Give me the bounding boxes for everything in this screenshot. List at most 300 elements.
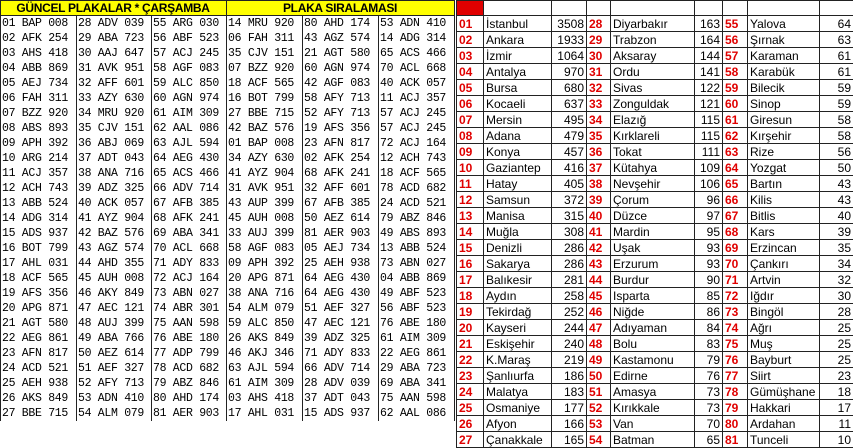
city-code[interactable]: 02 <box>457 32 484 48</box>
city-name[interactable]: Kırşehir <box>748 128 820 144</box>
plate-cell[interactable]: 46 AKY 849 <box>77 286 152 301</box>
ranking-cell[interactable]: 78 ACD 682 <box>379 181 455 196</box>
plate-cell[interactable]: 02 AFK 254 <box>1 31 77 46</box>
plate-cell[interactable]: 07 BZZ 920 <box>1 106 77 121</box>
city-count[interactable]: 308 <box>552 224 587 240</box>
ranking-cell[interactable]: 27 BBE 715 <box>227 106 303 121</box>
ranking-cell[interactable]: 71 ADY 833 <box>303 346 379 361</box>
plate-cell[interactable]: 04 ABB 869 <box>1 61 77 76</box>
ranking-cell[interactable]: 45 AUH 008 <box>227 211 303 226</box>
ranking-cell[interactable]: 42 AGF 083 <box>303 76 379 91</box>
ranking-cell[interactable]: 53 ADN 410 <box>379 16 455 32</box>
city-name[interactable]: Yalova <box>748 16 820 32</box>
city-name[interactable]: Gaziantep <box>484 160 552 176</box>
ranking-cell[interactable]: 20 APG 871 <box>227 271 303 286</box>
city-name[interactable]: Kayseri <box>484 320 552 336</box>
ranking-cell[interactable]: 41 AYZ 904 <box>227 166 303 181</box>
city-count[interactable]: 315 <box>552 208 587 224</box>
city-code[interactable]: 70 <box>723 256 748 272</box>
plate-cell[interactable]: 48 AUJ 399 <box>77 316 152 331</box>
city-count[interactable]: 95 <box>695 224 723 240</box>
city-name[interactable]: Kocaeli <box>484 96 552 112</box>
city-name[interactable]: Edirne <box>611 368 695 384</box>
city-count[interactable]: 63 <box>820 32 853 48</box>
city-count[interactable]: 39 <box>820 224 853 240</box>
city-count[interactable]: 23 <box>820 368 853 384</box>
city-name[interactable]: Muş <box>748 336 820 352</box>
ranking-cell[interactable]: 05 AEJ 734 <box>303 241 379 256</box>
plate-cell[interactable]: 29 ABA 723 <box>77 31 152 46</box>
city-name[interactable]: Erzincan <box>748 240 820 256</box>
city-count[interactable]: 70 <box>695 416 723 432</box>
city-code[interactable]: 22 <box>457 352 484 368</box>
city-name[interactable]: Muğla <box>484 224 552 240</box>
ranking-cell[interactable]: 81 AER 903 <box>303 226 379 241</box>
plate-cell[interactable]: 44 AHD 355 <box>77 256 152 271</box>
city-code[interactable]: 04 <box>457 64 484 80</box>
city-name[interactable]: Elazığ <box>611 112 695 128</box>
city-count[interactable]: 11 <box>820 416 853 432</box>
plate-cell[interactable]: 13 ABB 524 <box>1 196 77 211</box>
city-count[interactable]: 84 <box>695 320 723 336</box>
ranking-cell[interactable]: 49 ABS 893 <box>379 226 455 241</box>
ranking-cell[interactable]: 58 AFY 713 <box>303 91 379 106</box>
plate-cell[interactable]: 75 AAN 598 <box>152 316 227 331</box>
city-count[interactable]: 93 <box>695 256 723 272</box>
plate-cell[interactable]: 03 AHS 418 <box>1 46 77 61</box>
plate-cell[interactable]: 66 ADV 714 <box>152 181 227 196</box>
city-name[interactable]: Nevşehir <box>611 176 695 192</box>
city-name[interactable]: Bilecik <box>748 80 820 96</box>
city-name[interactable]: Adana <box>484 128 552 144</box>
plate-cell[interactable]: 31 AVK 951 <box>77 61 152 76</box>
header-cell[interactable] <box>695 1 723 16</box>
plate-cell[interactable]: 74 ABR 301 <box>152 301 227 316</box>
city-count[interactable]: 25 <box>820 352 853 368</box>
plate-cell[interactable]: 52 AFY 713 <box>77 376 152 391</box>
ranking-cell[interactable]: 37 ADT 043 <box>303 391 379 406</box>
city-code[interactable]: 55 <box>723 16 748 32</box>
plate-cell[interactable]: 32 AFF 601 <box>77 76 152 91</box>
city-name[interactable]: Karaman <box>748 48 820 64</box>
plate-cell[interactable]: 36 ABJ 069 <box>77 136 152 151</box>
city-name[interactable]: Hatay <box>484 176 552 192</box>
city-name[interactable]: Yozgat <box>748 160 820 176</box>
ranking-cell[interactable]: 09 APH 392 <box>227 256 303 271</box>
city-count[interactable]: 252 <box>552 304 587 320</box>
city-count[interactable]: 183 <box>552 384 587 400</box>
city-code[interactable]: 39 <box>587 192 611 208</box>
plate-cell[interactable]: 65 ACS 466 <box>152 166 227 181</box>
ranking-cell[interactable]: 66 ADV 714 <box>303 361 379 376</box>
ranking-cell[interactable]: 56 ABF 523 <box>379 301 455 316</box>
city-name[interactable]: Artvin <box>748 272 820 288</box>
city-code[interactable]: 44 <box>587 272 611 288</box>
ranking-cell[interactable]: 35 CJV 151 <box>227 46 303 61</box>
city-count[interactable]: 18 <box>820 384 853 400</box>
ranking-cell[interactable]: 31 AVK 951 <box>227 181 303 196</box>
city-count[interactable]: 115 <box>695 128 723 144</box>
city-code[interactable]: 61 <box>723 112 748 128</box>
plate-cell[interactable]: 77 ADP 799 <box>152 346 227 361</box>
city-count[interactable]: 50 <box>820 160 853 176</box>
city-count[interactable]: 3508 <box>552 16 587 32</box>
city-name[interactable]: Aksaray <box>611 48 695 64</box>
city-name[interactable]: Uşak <box>611 240 695 256</box>
ranking-cell[interactable]: 14 ADG 314 <box>379 31 455 46</box>
city-count[interactable]: 93 <box>695 240 723 256</box>
city-code[interactable]: 76 <box>723 352 748 368</box>
city-code[interactable]: 74 <box>723 320 748 336</box>
ranking-cell[interactable]: 16 BOT 799 <box>227 91 303 106</box>
header-cell[interactable] <box>611 1 695 16</box>
city-name[interactable]: Mardin <box>611 224 695 240</box>
city-code[interactable]: 13 <box>457 208 484 224</box>
city-name[interactable]: Bingöl <box>748 304 820 320</box>
city-code[interactable]: 06 <box>457 96 484 112</box>
plate-cell[interactable]: 72 ACJ 164 <box>152 271 227 286</box>
city-count[interactable]: 90 <box>695 272 723 288</box>
plate-cell[interactable]: 45 AUH 008 <box>77 271 152 286</box>
plate-cell[interactable]: 38 ANA 716 <box>77 166 152 181</box>
plate-cell[interactable]: 81 AER 903 <box>152 406 227 421</box>
city-name[interactable]: Diyarbakır <box>611 16 695 32</box>
city-count[interactable]: 59 <box>820 96 853 112</box>
ranking-cell[interactable]: 76 ABE 180 <box>379 316 455 331</box>
city-count[interactable]: 121 <box>695 96 723 112</box>
city-code[interactable]: 37 <box>587 160 611 176</box>
city-name[interactable]: Şırnak <box>748 32 820 48</box>
city-code[interactable]: 40 <box>587 208 611 224</box>
city-name[interactable]: Sivas <box>611 80 695 96</box>
city-count[interactable]: 258 <box>552 288 587 304</box>
city-code[interactable]: 54 <box>587 432 611 448</box>
city-name[interactable]: Erzurum <box>611 256 695 272</box>
city-name[interactable]: Batman <box>611 432 695 448</box>
city-code[interactable]: 11 <box>457 176 484 192</box>
city-count[interactable]: 637 <box>552 96 587 112</box>
city-code[interactable]: 48 <box>587 336 611 352</box>
city-count[interactable]: 141 <box>695 64 723 80</box>
city-count[interactable]: 405 <box>552 176 587 192</box>
plate-cell[interactable]: 69 ABA 341 <box>152 226 227 241</box>
plate-cell[interactable]: 71 ADY 833 <box>152 256 227 271</box>
city-code[interactable]: 19 <box>457 304 484 320</box>
header-cell[interactable] <box>820 1 853 16</box>
city-code[interactable]: 30 <box>587 48 611 64</box>
plate-cell[interactable]: 70 ACL 668 <box>152 241 227 256</box>
city-count[interactable]: 281 <box>552 272 587 288</box>
city-code[interactable]: 52 <box>587 400 611 416</box>
city-code[interactable]: 79 <box>723 400 748 416</box>
city-name[interactable]: Düzce <box>611 208 695 224</box>
plate-cell[interactable]: 37 ADT 043 <box>77 151 152 166</box>
city-count[interactable]: 372 <box>552 192 587 208</box>
city-name[interactable]: Burdur <box>611 272 695 288</box>
city-count[interactable]: 106 <box>695 176 723 192</box>
city-code[interactable]: 34 <box>587 112 611 128</box>
city-name[interactable]: K.Maraş <box>484 352 552 368</box>
city-code[interactable]: 28 <box>587 16 611 32</box>
city-count[interactable]: 34 <box>820 256 853 272</box>
city-count[interactable]: 35 <box>820 240 853 256</box>
city-count[interactable]: 79 <box>695 352 723 368</box>
ranking-cell[interactable]: 34 AZY 630 <box>227 151 303 166</box>
city-name[interactable]: Adıyaman <box>611 320 695 336</box>
city-code[interactable]: 53 <box>587 416 611 432</box>
ranking-cell[interactable]: 04 ABB 869 <box>379 271 455 286</box>
ranking-cell[interactable]: 43 AUP 399 <box>227 196 303 211</box>
city-name[interactable]: Antalya <box>484 64 552 80</box>
ranking-cell[interactable]: 03 AHS 418 <box>227 391 303 406</box>
city-code[interactable]: 68 <box>723 224 748 240</box>
ranking-cell[interactable]: 75 AAN 598 <box>379 391 455 406</box>
city-name[interactable]: Şanlıurfa <box>484 368 552 384</box>
city-count[interactable]: 83 <box>695 336 723 352</box>
ranking-cell[interactable]: 29 ABA 723 <box>379 361 455 376</box>
city-name[interactable]: Afyon <box>484 416 552 432</box>
city-count[interactable]: 115 <box>695 112 723 128</box>
city-count[interactable]: 30 <box>820 288 853 304</box>
ranking-cell[interactable]: 25 AEH 938 <box>303 256 379 271</box>
city-code[interactable]: 72 <box>723 288 748 304</box>
city-name[interactable]: Kastamonu <box>611 352 695 368</box>
plates-header-title[interactable]: GÜNCEL PLAKALAR * ÇARŞAMBA <box>1 1 227 16</box>
city-count[interactable]: 17 <box>820 400 853 416</box>
city-count[interactable]: 58 <box>820 128 853 144</box>
city-count[interactable]: 28 <box>820 304 853 320</box>
city-name[interactable]: Ağrı <box>748 320 820 336</box>
city-name[interactable]: Tunceli <box>748 432 820 448</box>
plate-cell[interactable]: 18 ACF 565 <box>1 271 77 286</box>
plate-cell[interactable]: 43 AGZ 574 <box>77 241 152 256</box>
ranking-cell[interactable]: 24 ACD 521 <box>379 196 455 211</box>
plate-cell[interactable]: 41 AYZ 904 <box>77 211 152 226</box>
city-code[interactable]: 78 <box>723 384 748 400</box>
ranking-header-title[interactable]: PLAKA SIRALAMASI <box>227 1 455 16</box>
plate-cell[interactable]: 28 ADV 039 <box>77 16 152 32</box>
city-name[interactable]: Bitlis <box>748 208 820 224</box>
plate-cell[interactable]: 79 ABZ 846 <box>152 376 227 391</box>
plate-cell[interactable]: 78 ACD 682 <box>152 361 227 376</box>
ranking-cell[interactable]: 65 ACS 466 <box>379 46 455 61</box>
header-cell[interactable] <box>748 1 820 16</box>
city-code[interactable]: 57 <box>723 48 748 64</box>
plate-cell[interactable]: 17 AHL 031 <box>1 256 77 271</box>
city-code[interactable]: 33 <box>587 96 611 112</box>
plate-cell[interactable]: 05 AEJ 734 <box>1 76 77 91</box>
city-code[interactable]: 41 <box>587 224 611 240</box>
ranking-cell[interactable]: 12 ACH 743 <box>379 151 455 166</box>
city-code[interactable]: 09 <box>457 144 484 160</box>
city-code[interactable]: 14 <box>457 224 484 240</box>
city-count[interactable]: 109 <box>695 160 723 176</box>
city-name[interactable]: Kilis <box>748 192 820 208</box>
plate-cell[interactable]: 09 APH 392 <box>1 136 77 151</box>
plate-cell[interactable]: 15 ADS 937 <box>1 226 77 241</box>
city-count[interactable]: 59 <box>820 80 853 96</box>
ranking-cell[interactable]: 33 AUJ 399 <box>227 226 303 241</box>
city-code[interactable]: 56 <box>723 32 748 48</box>
plate-cell[interactable]: 08 ABS 893 <box>1 121 77 136</box>
plate-cell[interactable]: 21 AGT 580 <box>1 316 77 331</box>
ranking-cell[interactable]: 57 ACJ 245 <box>379 106 455 121</box>
city-count[interactable]: 1933 <box>552 32 587 48</box>
city-name[interactable]: İzmir <box>484 48 552 64</box>
city-name[interactable]: Ankara <box>484 32 552 48</box>
city-count[interactable]: 58 <box>820 112 853 128</box>
plate-cell[interactable]: 30 AAJ 647 <box>77 46 152 61</box>
city-name[interactable]: Kırklareli <box>611 128 695 144</box>
city-name[interactable]: Çanakkale <box>484 432 552 448</box>
ranking-cell[interactable]: 18 ACF 565 <box>379 166 455 181</box>
ranking-cell[interactable]: 63 AJL 594 <box>227 361 303 376</box>
city-count[interactable]: 73 <box>695 400 723 416</box>
plate-cell[interactable]: 60 AGN 974 <box>152 91 227 106</box>
ranking-cell[interactable]: 18 ACF 565 <box>227 76 303 91</box>
plate-cell[interactable]: 35 CJV 151 <box>77 121 152 136</box>
plate-cell[interactable]: 23 AFN 817 <box>1 346 77 361</box>
city-count[interactable]: 61 <box>820 48 853 64</box>
city-code[interactable]: 69 <box>723 240 748 256</box>
city-code[interactable]: 77 <box>723 368 748 384</box>
plate-cell[interactable]: 19 AFS 356 <box>1 286 77 301</box>
plate-cell[interactable]: 27 BBE 715 <box>1 406 77 421</box>
plate-cell[interactable]: 34 MRU 920 <box>77 106 152 121</box>
city-code[interactable]: 51 <box>587 384 611 400</box>
city-name[interactable]: Kars <box>748 224 820 240</box>
city-code[interactable]: 05 <box>457 80 484 96</box>
city-code[interactable]: 73 <box>723 304 748 320</box>
city-count[interactable]: 165 <box>552 432 587 448</box>
header-cell-red[interactable] <box>457 1 484 16</box>
city-count[interactable]: 64 <box>820 16 853 32</box>
city-code[interactable]: 38 <box>587 176 611 192</box>
ranking-cell[interactable]: 46 AKJ 346 <box>227 346 303 361</box>
city-code[interactable]: 64 <box>723 160 748 176</box>
city-code[interactable]: 75 <box>723 336 748 352</box>
city-count[interactable]: 56 <box>820 144 853 160</box>
city-code[interactable]: 10 <box>457 160 484 176</box>
plate-cell[interactable]: 56 ABF 523 <box>152 31 227 46</box>
city-count[interactable]: 219 <box>552 352 587 368</box>
city-name[interactable]: Niğde <box>611 304 695 320</box>
city-name[interactable]: Sakarya <box>484 256 552 272</box>
city-name[interactable]: Rize <box>748 144 820 160</box>
ranking-cell[interactable]: 79 ABZ 846 <box>379 211 455 226</box>
city-count[interactable]: 970 <box>552 64 587 80</box>
city-name[interactable]: Denizli <box>484 240 552 256</box>
city-code[interactable]: 62 <box>723 128 748 144</box>
city-count[interactable]: 111 <box>695 144 723 160</box>
plate-cell[interactable]: 73 ABN 027 <box>152 286 227 301</box>
plate-cell[interactable]: 12 ACH 743 <box>1 181 77 196</box>
ranking-cell[interactable]: 64 AEG 430 <box>303 286 379 301</box>
city-count[interactable]: 244 <box>552 320 587 336</box>
city-count[interactable]: 495 <box>552 112 587 128</box>
city-name[interactable]: Çankırı <box>748 256 820 272</box>
ranking-cell[interactable]: 38 ANA 716 <box>227 286 303 301</box>
city-name[interactable]: Hakkari <box>748 400 820 416</box>
city-code[interactable]: 80 <box>723 416 748 432</box>
city-count[interactable]: 163 <box>695 16 723 32</box>
header-cell[interactable] <box>587 1 611 16</box>
city-name[interactable]: Manisa <box>484 208 552 224</box>
ranking-cell[interactable]: 72 ACJ 164 <box>379 136 455 151</box>
city-count[interactable]: 240 <box>552 336 587 352</box>
plate-cell[interactable]: 11 ACJ 357 <box>1 166 77 181</box>
city-count[interactable]: 25 <box>820 336 853 352</box>
plate-cell[interactable]: 58 AGF 083 <box>152 61 227 76</box>
ranking-cell[interactable]: 02 AFK 254 <box>303 151 379 166</box>
city-count[interactable]: 61 <box>820 64 853 80</box>
city-code[interactable]: 66 <box>723 192 748 208</box>
header-cell[interactable] <box>723 1 748 16</box>
city-code[interactable]: 16 <box>457 256 484 272</box>
city-code[interactable]: 63 <box>723 144 748 160</box>
city-name[interactable]: Kütahya <box>611 160 695 176</box>
city-count[interactable]: 177 <box>552 400 587 416</box>
plate-cell[interactable]: 40 ACK 057 <box>77 196 152 211</box>
city-count[interactable]: 1064 <box>552 48 587 64</box>
city-code[interactable]: 58 <box>723 64 748 80</box>
ranking-cell[interactable]: 39 ADZ 325 <box>303 331 379 346</box>
city-count[interactable]: 416 <box>552 160 587 176</box>
ranking-cell[interactable]: 01 BAP 008 <box>227 136 303 151</box>
ranking-cell[interactable]: 17 AHL 031 <box>227 406 303 421</box>
plate-cell[interactable]: 01 BAP 008 <box>1 16 77 32</box>
ranking-cell[interactable]: 59 ALC 850 <box>227 316 303 331</box>
ranking-cell[interactable]: 23 AFN 817 <box>303 136 379 151</box>
plate-cell[interactable]: 59 ALC 850 <box>152 76 227 91</box>
city-code[interactable]: 29 <box>587 32 611 48</box>
ranking-cell[interactable]: 54 ALM 079 <box>227 301 303 316</box>
city-count[interactable]: 680 <box>552 80 587 96</box>
plate-cell[interactable]: 51 AEF 327 <box>77 361 152 376</box>
city-code[interactable]: 36 <box>587 144 611 160</box>
city-count[interactable]: 186 <box>552 368 587 384</box>
plate-cell[interactable]: 55 ARG 030 <box>152 16 227 32</box>
city-name[interactable]: Bursa <box>484 80 552 96</box>
city-name[interactable]: Aydın <box>484 288 552 304</box>
city-count[interactable]: 122 <box>695 80 723 96</box>
plate-cell[interactable]: 47 AEC 121 <box>77 301 152 316</box>
city-count[interactable]: 286 <box>552 240 587 256</box>
city-count[interactable]: 144 <box>695 48 723 64</box>
ranking-cell[interactable]: 62 AAL 086 <box>379 406 455 421</box>
ranking-cell[interactable]: 61 AIM 309 <box>227 376 303 391</box>
city-count[interactable]: 457 <box>552 144 587 160</box>
city-count[interactable]: 86 <box>695 304 723 320</box>
city-count[interactable]: 25 <box>820 320 853 336</box>
city-name[interactable]: Konya <box>484 144 552 160</box>
plate-cell[interactable]: 54 ALM 079 <box>77 406 152 421</box>
header-cell[interactable] <box>484 1 552 16</box>
city-code[interactable]: 49 <box>587 352 611 368</box>
ranking-cell[interactable]: 67 AFB 385 <box>303 196 379 211</box>
city-code[interactable]: 31 <box>587 64 611 80</box>
city-code[interactable]: 07 <box>457 112 484 128</box>
city-code[interactable]: 18 <box>457 288 484 304</box>
plate-cell[interactable]: 06 FAH 311 <box>1 91 77 106</box>
city-name[interactable]: Zonguldak <box>611 96 695 112</box>
city-count[interactable]: 164 <box>695 32 723 48</box>
plate-cell[interactable]: 61 AIM 309 <box>152 106 227 121</box>
plate-cell[interactable]: 63 AJL 594 <box>152 136 227 151</box>
city-code[interactable]: 32 <box>587 80 611 96</box>
city-name[interactable]: Osmaniye <box>484 400 552 416</box>
city-code[interactable]: 35 <box>587 128 611 144</box>
